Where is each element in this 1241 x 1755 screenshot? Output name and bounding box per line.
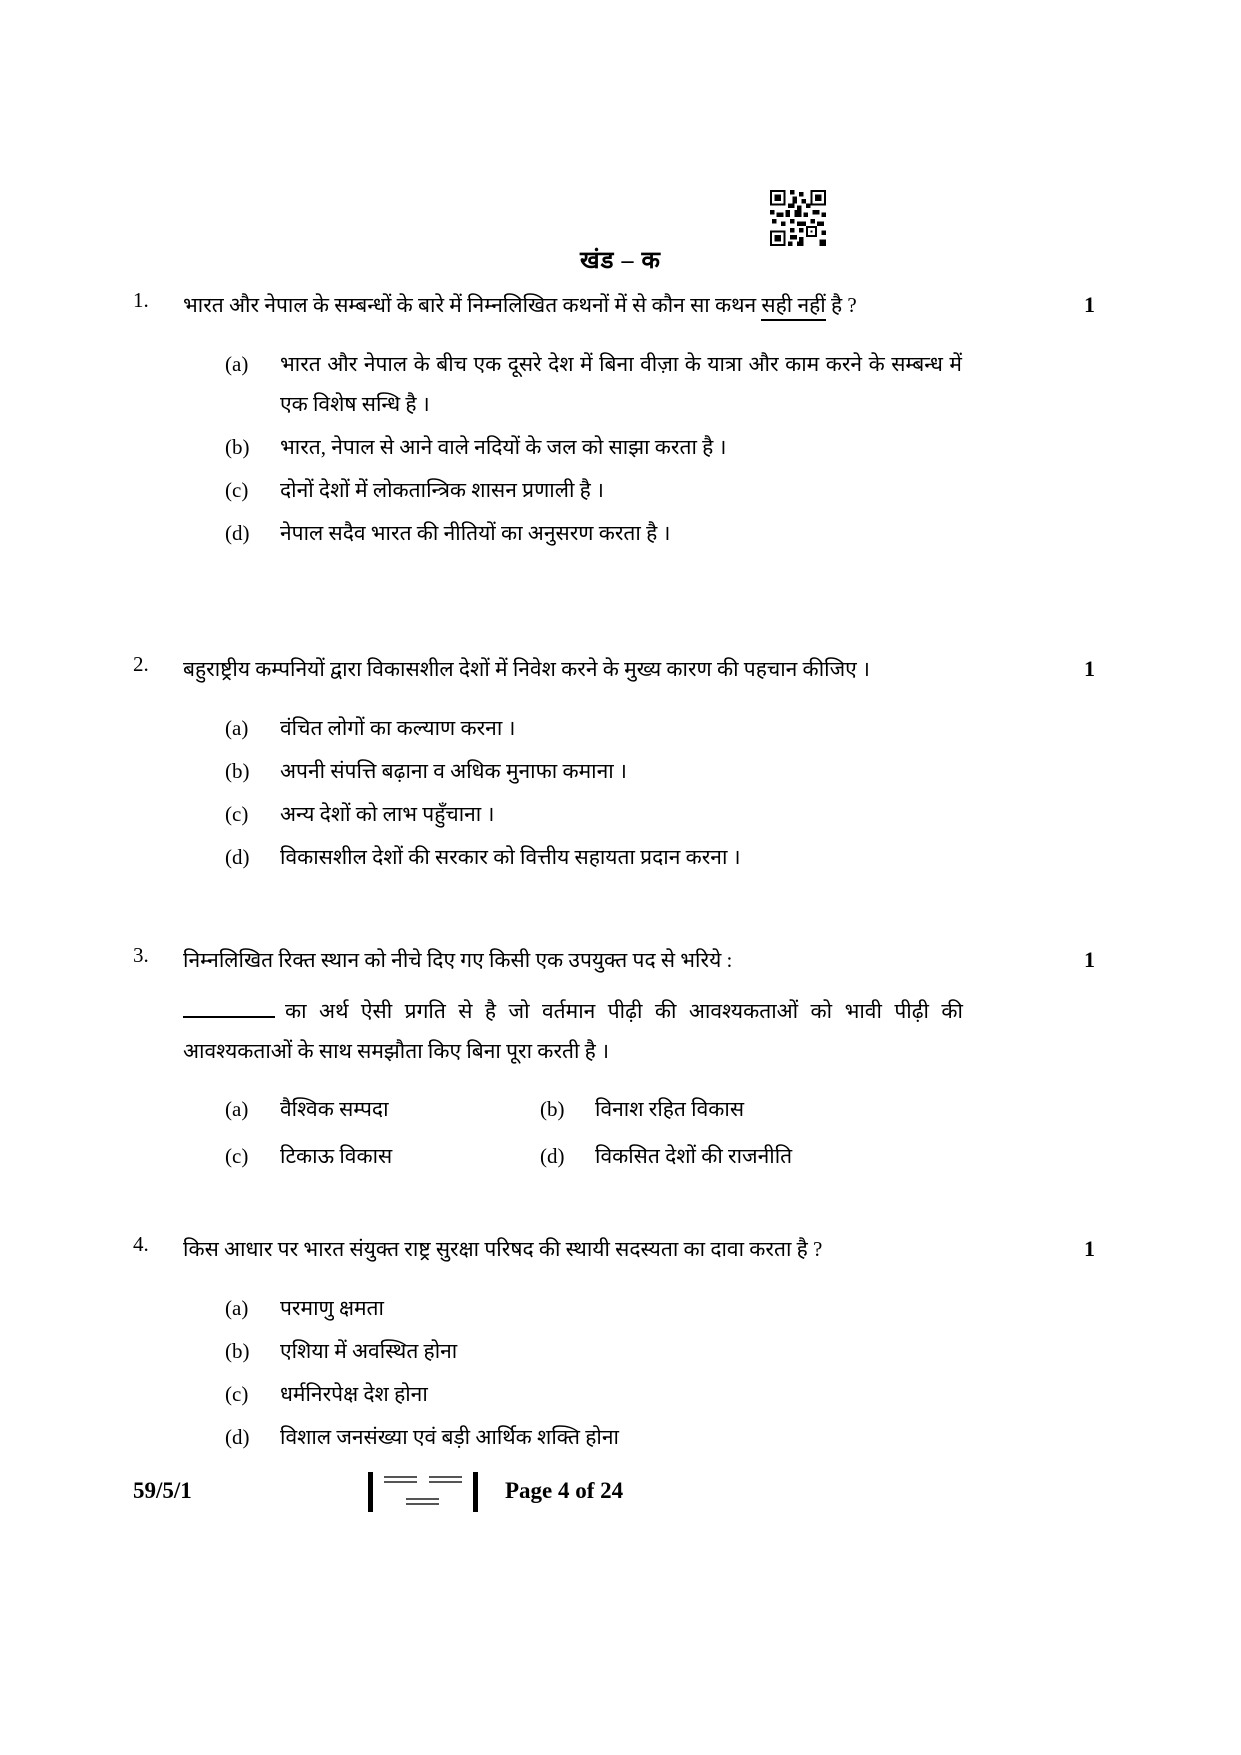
option-d xyxy=(133,837,1123,877)
question-2 xyxy=(133,652,1123,880)
option-a-text: भारत और नेपाल के बीच एक दूसरे देश में बिना वीज़ा के यात्रा और काम करने के सम्बन्ध में एक विशेष सन्धि है । xyxy=(280,352,962,416)
question-2-marks: 1 xyxy=(1084,656,1095,681)
option-b xyxy=(133,427,1123,467)
option-c-label: (c) xyxy=(225,478,249,502)
option-d-label: (d) xyxy=(225,1425,250,1449)
question-4-options xyxy=(133,1288,1123,1457)
option-c-text: टिकाऊ विकास xyxy=(280,1144,393,1168)
question-3-marks: 1 xyxy=(1084,947,1095,972)
question-3 xyxy=(133,943,1123,1179)
question-1-text-post: है ? xyxy=(825,293,857,317)
option-d xyxy=(540,1136,1123,1176)
question-3-text: निम्नलिखित रिक्त स्थान को नीचे दिए गए किसी एक उपयुक्त पद से भरिये : xyxy=(183,948,733,972)
option-c-label: (c) xyxy=(225,1382,249,1406)
question-4-marks: 1 xyxy=(1084,1236,1095,1261)
option-c-label: (c) xyxy=(225,1144,249,1168)
option-b-label: (b) xyxy=(225,435,250,459)
question-1-options xyxy=(133,344,1123,553)
paper-code: 59/5/1 xyxy=(133,1478,192,1503)
question-1-marks: 1 xyxy=(1084,292,1095,317)
qr-code xyxy=(770,188,826,248)
option-c-text: धर्मनिरपेक्ष देश होना xyxy=(280,1382,428,1406)
question-4-number: 4. xyxy=(133,1232,149,1256)
question-1-number: 1. xyxy=(133,288,149,312)
page-number: Page 4 of 24 xyxy=(505,1478,624,1503)
option-d-label: (d) xyxy=(225,521,250,545)
option-b-label: (b) xyxy=(225,1339,250,1363)
fill-in-paragraph xyxy=(183,991,963,1071)
option-b-text: भारत, नेपाल से आने वाले नदियों के जल को साझा करता है । xyxy=(280,435,727,459)
option-a-label: (a) xyxy=(225,1097,249,1121)
option-c-text: दोनों देशों में लोकतान्त्रिक शासन प्रणाली है । xyxy=(280,478,604,502)
option-b xyxy=(133,751,1123,791)
option-c-text: अन्य देशों को लाभ पहुँचाना । xyxy=(280,802,495,826)
option-a-text: परमाणु क्षमता xyxy=(280,1296,384,1320)
underlined-phrase: सही नहीं xyxy=(761,293,825,321)
option-d-text: नेपाल सदैव भारत की नीतियों का अनुसरण करता है । xyxy=(280,521,671,545)
option-c-label: (c) xyxy=(225,802,249,826)
option-b xyxy=(133,1331,1123,1371)
question-2-options xyxy=(133,708,1123,877)
option-a xyxy=(225,1089,540,1129)
option-d xyxy=(133,1417,1123,1457)
option-d-text: विकासशील देशों की सरकार को वित्तीय सहायता प्रदान करना । xyxy=(280,845,741,869)
option-b-label: (b) xyxy=(540,1097,565,1121)
option-c xyxy=(225,1136,540,1176)
question-2-text: बहुराष्ट्रीय कम्पनियों द्वारा विकासशील देशों में निवेश करने के मुख्य कारण की पहचान कीजिए । xyxy=(183,657,870,681)
option-d-label: (d) xyxy=(540,1144,565,1168)
page-footer xyxy=(0,1470,1241,1520)
question-1 xyxy=(133,288,1123,556)
option-a xyxy=(133,344,1123,424)
option-d xyxy=(133,513,1123,553)
option-a-label: (a) xyxy=(225,352,249,376)
blank-line xyxy=(183,1002,275,1018)
option-a-label: (a) xyxy=(225,1296,249,1320)
option-b-text: एशिया में अवस्थित होना xyxy=(280,1339,458,1363)
option-a-label: (a) xyxy=(225,716,249,740)
question-2-number: 2. xyxy=(133,652,149,676)
option-d-label: (d) xyxy=(225,845,250,869)
option-b-label: (b) xyxy=(225,759,250,783)
option-d-text: विकसित देशों की राजनीति xyxy=(595,1144,793,1168)
question-3-number: 3. xyxy=(133,943,149,967)
option-c xyxy=(133,794,1123,834)
option-b-text: विनाश रहित विकास xyxy=(595,1097,745,1121)
question-1-text xyxy=(183,288,857,322)
fill-in-text: का अर्थ ऐसी प्रगति से है जो वर्तमान पीढ़ी की आवश्यकताओं को भावी पीढ़ी की आवश्यकताओं के साथ समझौता किए बिना पूरा करती है । xyxy=(183,999,963,1063)
option-b-text: अपनी संपत्ति बढ़ाना व अधिक मुनाफा कमाना । xyxy=(280,759,627,783)
option-c xyxy=(133,1374,1123,1414)
question-4-text: किस आधार पर भारत संयुक्त राष्ट्र सुरक्षा परिषद की स्थायी सदस्यता का दावा करता है ? xyxy=(183,1237,823,1261)
question-1-text-pre: भारत और नेपाल के सम्बन्धों के बारे में निम्नलिखित कथनों में से कौन सा कथन xyxy=(183,293,762,317)
option-c xyxy=(133,470,1123,510)
option-a xyxy=(133,1288,1123,1328)
question-4 xyxy=(133,1232,1123,1460)
option-a xyxy=(133,708,1123,748)
option-a-text: वंचित लोगों का कल्याण करना । xyxy=(280,716,516,740)
option-a-text: वैश्विक सम्पदा xyxy=(280,1097,389,1121)
option-b xyxy=(540,1089,1123,1129)
registration-mark xyxy=(368,1472,478,1512)
question-3-options xyxy=(225,1089,1123,1179)
section-heading: खंड – क xyxy=(580,248,661,274)
option-d-text: विशाल जनसंख्या एवं बड़ी आर्थिक शक्ति होना xyxy=(280,1425,619,1449)
